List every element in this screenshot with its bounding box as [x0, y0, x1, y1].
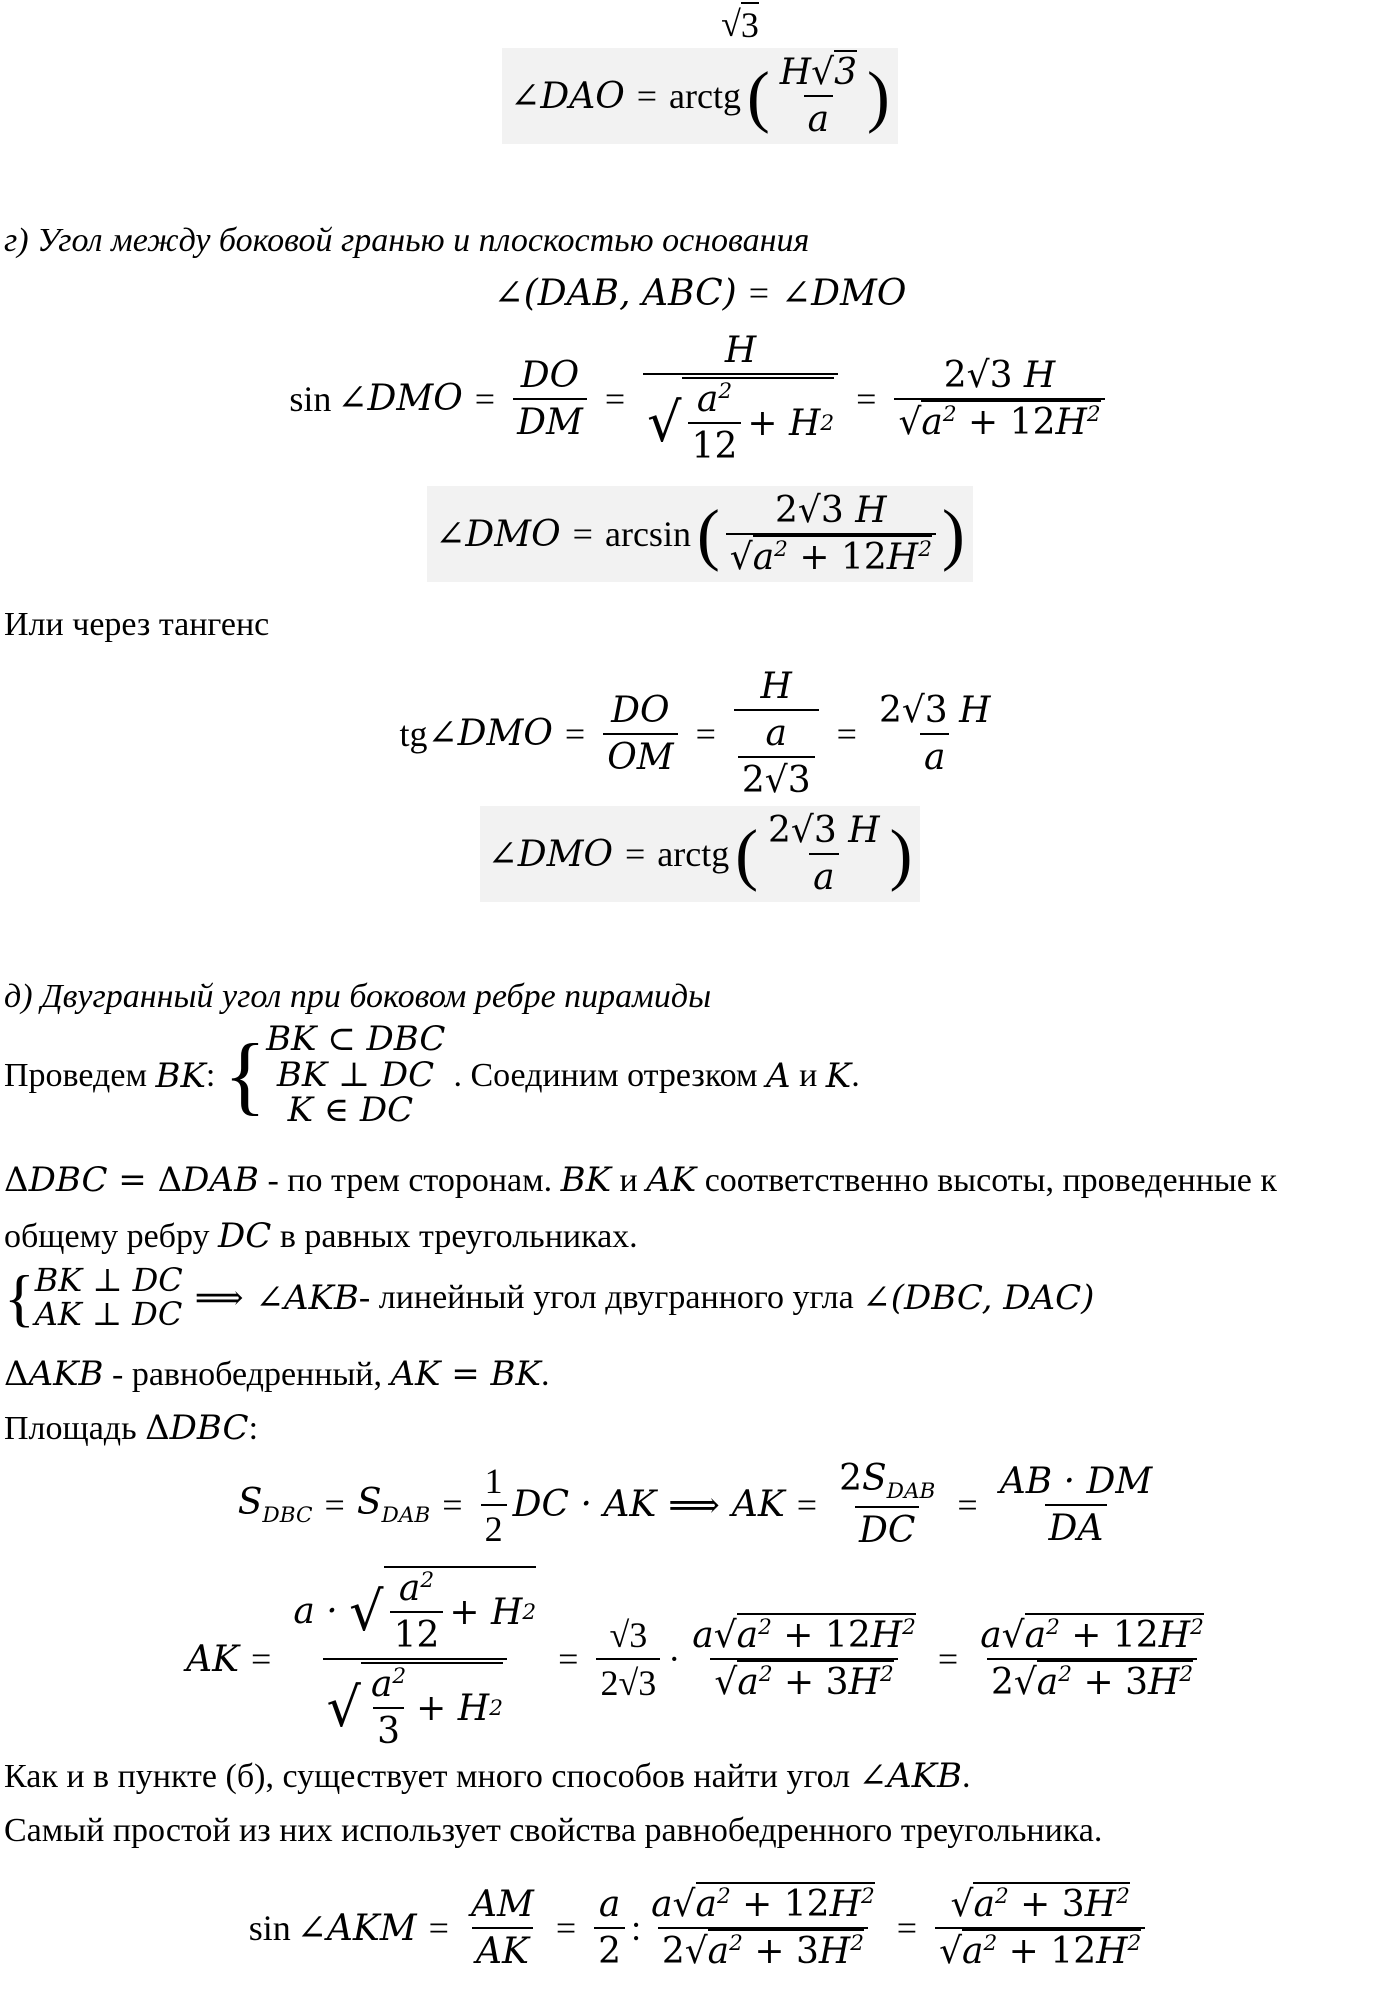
construction-line: Проведем BK : { BK ⊂ DBC BK ⊥ DC K ∈ DC . Соединим отрезком A и K .: [4, 1019, 860, 1131]
text-simplest: Самый простой из них использует свойства равнобедренного треугольника.: [4, 1812, 1103, 1849]
text-heights: соответственно высоты, проведенные к: [704, 1162, 1277, 1199]
text-equal-triangles: в равных треугольниках.: [279, 1218, 638, 1255]
formula-area: $S_{DBC}$ = $S_{DAB}$ = $\frac{1}{2}$ DC · AK ⟹ AK = $\frac{2S_{DAB}}{DC}$ = $\frac{AB \cdot DM}{DA}$: [237, 1458, 1153, 1552]
text-area: Площадь: [4, 1410, 137, 1447]
text-methods: Как и в пункте (б), существует много способов найти угол: [4, 1758, 851, 1795]
arcsin-label: arcsin: [604, 514, 691, 554]
text-three-sides: - по трем сторонам.: [258, 1162, 553, 1199]
text-linear-angle: - линейный угол двугранного угла: [358, 1278, 854, 1316]
text-connect: . Соединим отрезком: [453, 1056, 758, 1094]
formula-sqrt3-fragment: √ 3: [721, 4, 759, 45]
sin-label: sin: [289, 378, 332, 419]
section-g-heading: г) Угол между боковой гранью и плоскостью основания: [4, 222, 810, 259]
text-and-2: и: [619, 1162, 638, 1199]
formula-angle-dmo-arcsin: ∠DMO = arcsin ( $\frac{2√3 H}{√a^2 + 12H^2}$ ): [0, 486, 1400, 582]
linear-angle-line: { BK ⊥ DC AK ⊥ DC ⟹ ∠AKB - линейный угол двугранного угла ∠(DBC, DAC): [4, 1261, 1095, 1333]
section-d-heading: д) Двугранный угол при боковом ребре пирамиды: [4, 978, 712, 1015]
text-isosceles: - равнобедренный,: [103, 1356, 382, 1393]
formula-sin-dmo: sin ∠DMO = $\frac{DO}{DM}$ = H √ $\frac{a^2}{12}$ + H 2 = $\frac{2√3 H}{√a^2 + 12H^2}$: [0, 330, 1400, 467]
text-or-tangent: Или через тангенс: [4, 606, 270, 643]
formula-dab-abc-angle: ∠(DAB, ABC) = ∠DMO: [493, 272, 907, 314]
formula-angle-dao: ∠DAO = arctg ( $\frac{H√3}{a}$ ): [0, 48, 1400, 144]
text-area-line: Площадь ΔDBC:: [4, 1408, 259, 1448]
text-common-edge: общему ребру: [4, 1218, 210, 1255]
text-draw: Проведем: [4, 1056, 147, 1094]
tg-label: tg: [399, 713, 428, 754]
text-common-edge-line: общему ребру DC в равных треугольниках.: [4, 1216, 638, 1256]
formula-tg-dmo: tg ∠DMO = $\frac{DO}{OM}$ = $\frac{H}{\frac{a}{2√3}}$ = $\frac{2√3 H}{a}$: [399, 666, 991, 801]
formula-ak: AK = a · √ $\frac{a^2}{12}$ + H 2 √ $\frac{a^2}{3}$ + H 2 = $\frac{√3}{2√3}$ · $\frac{a√a^2 + 12H^2}{√a^2 + 3H^2}$ = $\frac{a√a^2 + 12H^2}{2√a^2 + 3H^2}$: [186, 1568, 1204, 1752]
formula-angle-dmo-arctg: ∠DMO = arctg ( $\frac{2√3 H}{a}$ ): [0, 806, 1400, 902]
text-and: и: [799, 1056, 818, 1094]
formula-sin-akm: sin ∠AKM = $\frac{AM}{AK}$ = $\frac{a}{2}$ : $\frac{a√a^2 + 12H^2}{2√a^2 + 3H^2}$ = $\frac{√a^2 + 3H^2}{√a^2 + 12H^2}$: [0, 1884, 1400, 1972]
arctg-label-2: arctg: [657, 834, 730, 874]
arctg-label: arctg: [669, 76, 741, 116]
text-methods-line: Как и в пункте (б), существует много способов найти угол ∠AKB.: [4, 1756, 971, 1796]
text-dbc-dab-equal: ΔDBC = ΔDAB - по трем сторонам. BK и AK соответственно высоты, проведенные к: [4, 1160, 1277, 1200]
sin-label-2: sin: [248, 1908, 291, 1948]
text-isosceles-line: ΔAKB - равнобедренный, AK = BK.: [4, 1354, 550, 1394]
